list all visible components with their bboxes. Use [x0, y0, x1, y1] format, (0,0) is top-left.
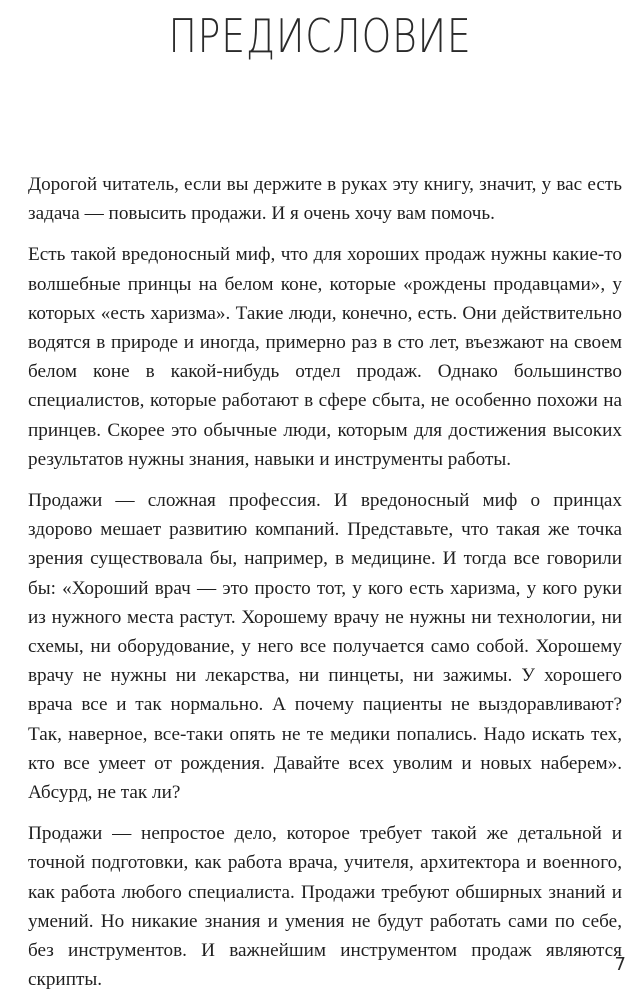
paragraph: Есть такой вредоносный миф, что для хороших продаж нужны какие-то волшебные принцы на белом коне, которые «рождены продавцами», у которых «есть харизма». Такие люди, конечно, есть. Они действительно водятся в природе и иногда, примерно раз в сто лет, въезжают на своем белом коне в какой-нибудь отдел продаж. Однако большинство специалистов, которые работают в сфере сбыта, не особенно похожи на принцев. Скорее это обычные люди, которым для достижения высоких результатов нужны знания, навыки и инструменты работы. — [28, 244, 622, 470]
paragraph: Продажи — сложная профессия. И вредоносный миф о принцах здорово мешает развитию компаний. Представьте, что такая же точка зрения существовала бы, например, в медицине. И тогда все говорили бы: «Хороший врач — это просто тот, у кого есть харизма, у кого руки из нужного места растут. Хорошему врачу не нужны ни технологии, ни схемы, ни оборудование, у него все получается само собой. Хорошему врачу не нужны ни лекарства, ни пинцеты, ни зажимы. У хорошего врача все и так нормально. А почему пациенты не выздоравливают? Так, наверное, все-таки опять не те медики попались. Надо искать тех, кто все умеет от рождения. Давайте всех уволим и новых наберем». Абсурд, не так ли? — [28, 490, 622, 804]
page-number: 7 — [614, 954, 626, 975]
page-body — [28, 170, 622, 1006]
paragraph: Продажи — непростое дело, которое требует такой же детальной и точной подготовки, как работа врача, учителя, архитектора и военного, как работа любого специалиста. Продажи требуют обширных знаний и умений. Но никакие знания и умения не будут работать сами по себе, без инструментов. И важнейшим инструментом продаж являются скрипты. — [28, 823, 622, 991]
paragraph: Дорогой читатель, если вы держите в руках эту книгу, значит, у вас есть задача — повысить продажи. И я очень хочу вам помочь. — [28, 174, 622, 225]
chapter-title: ПРЕДИСЛОВИЕ — [168, 9, 472, 63]
